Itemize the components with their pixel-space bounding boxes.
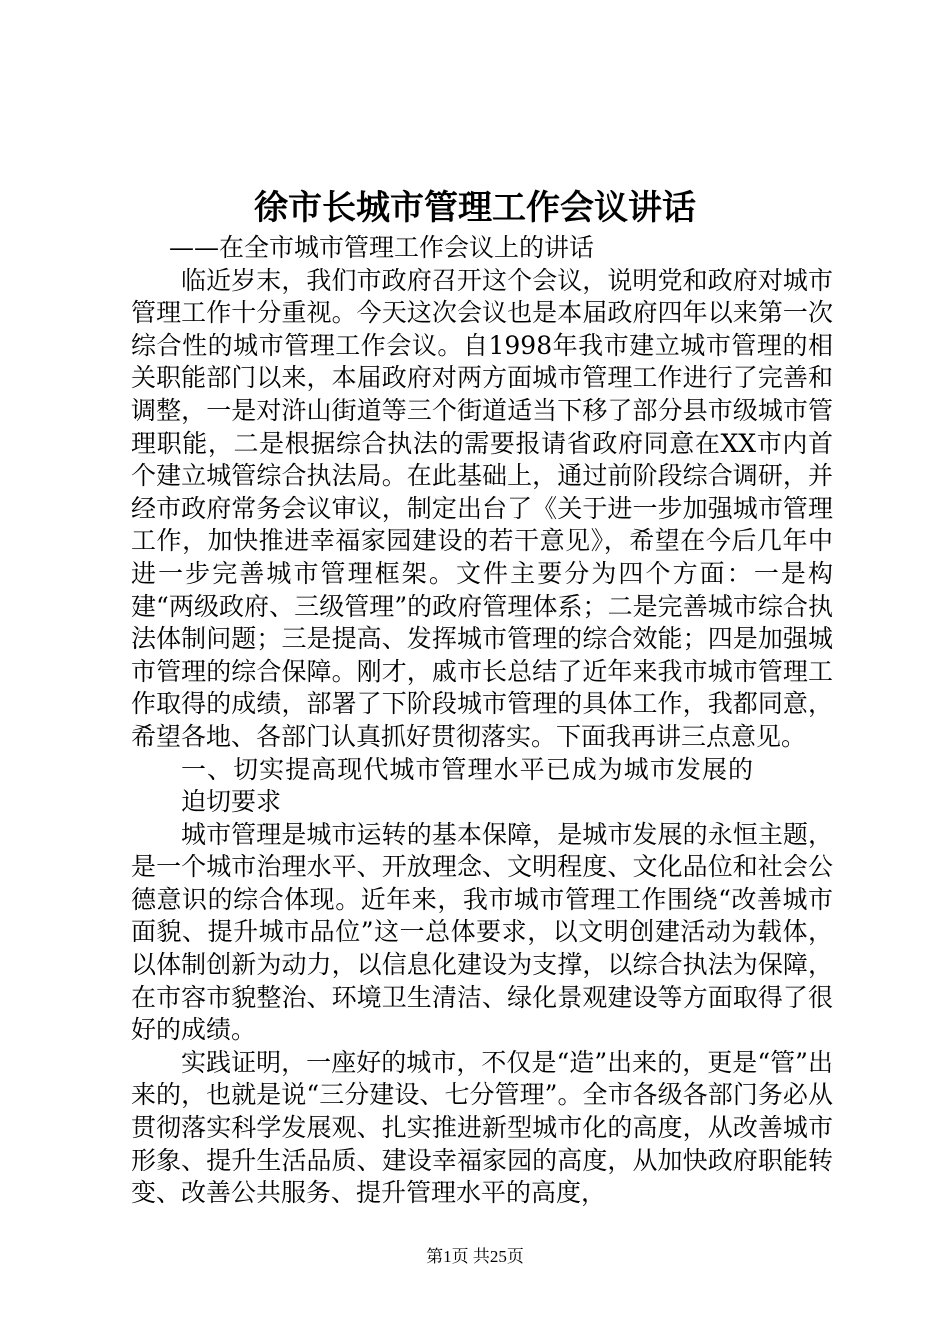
paragraph-intro: 临近岁末，我们市政府召开这个会议，说明党和政府对城市管理工作十分重视。今天这次会议也是本届政府四年以来第一次综合性的城市管理工作会议。自1998年我市建立城市管理的相关职能部门以来，本届政府对两方面城市管理工作进行了完善和调整，一是对浒山街道等三个街道适当下移了部分县市级城市管理职能，二是根据综合执法的需要报请省政府同意在XX市内首个建立城管综合执法局。在此基础上，通过前阶段综合调研，并经市政府常务会议审议，制定出台了《关于进一步加强城市管理工作，加快推进幸福家园建设的若干意见》，希望在今后几年中进一步完善城市管理框架。文件主要分为四个方面：一是构建“两级政府、三级管理”的政府管理体系；二是完善城市综合执法体制问题；三是提高、发挥城市管理的综合效能；四是加强城市管理的综合保障。刚才，戚市长总结了近年来我市城市管理工作取得的成绩，部署了下阶段城市管理的具体工作，我都同意，希望各地、各部门认真抓好贯彻落实。下面我再讲三点意见。 (131, 265, 833, 751)
document-subtitle: ——在全市城市管理工作会议上的讲话 (169, 233, 595, 262)
document-body (131, 232, 833, 1210)
document-title: 徐市长城市管理工作会议讲话 (254, 188, 696, 228)
paragraph-section1-b: 实践证明，一座好的城市，不仅是“造”出来的，更是“管”出来的，也就是说“三分建设、七分管理”。全市各级各部门务必从贯彻落实科学发展观、扎实推进新型城市化的高度，从改善城市形象、提升生活品质、建设幸福家园的高度，从加快政府职能转变、改善公共服务、提升管理水平的高度， (131, 1047, 833, 1208)
section-heading-1: 一、切实提高现代城市管理水平已成为城市发展的迫切要求 (181, 754, 753, 817)
paragraph-section1-a: 城市管理是城市运转的基本保障，是城市发展的永恒主题，是一个城市治理水平、开放理念、文明程度、文化品位和社会公德意识的综合体现。近年来，我市城市管理工作围绕“改善城市面貌、提升城市品位”这一总体要求，以文明创建活动为载体，以体制创新为动力，以信息化建设为支撑，以综合执法为保障，在市容市貌整治、环境卫生清洁、绿化景观建设等方面取得了很好的成绩。 (131, 819, 833, 1045)
page-footer: 第1页 共25页 (426, 1247, 524, 1266)
